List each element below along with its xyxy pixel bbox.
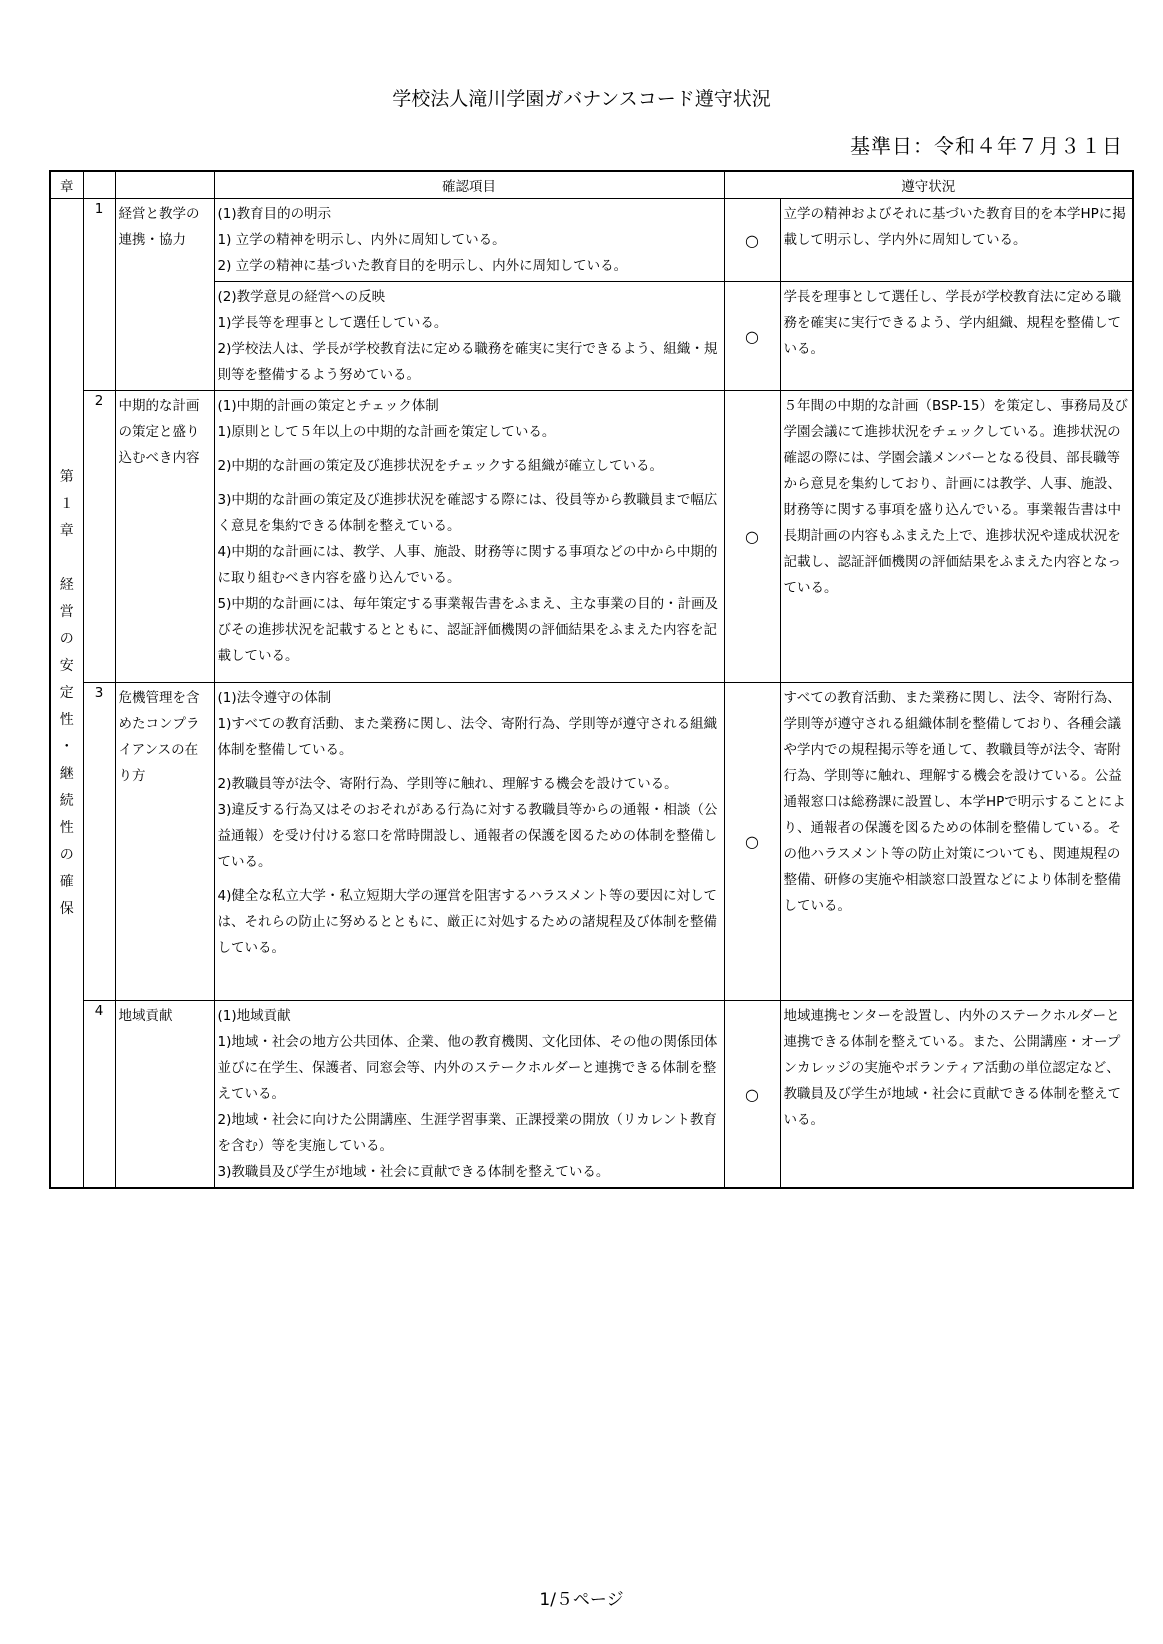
- check-item: 2) 立学の精神に基づいた教育目的を明示し、内外に周知している。: [217, 258, 628, 274]
- header-status: 遵守状況: [724, 171, 1133, 199]
- check-item: 3)違反する行為又はそのおそれがある行為に対する教職員等からの通報・相談（公益通報）を受け付ける窓口を常時開設し、通報者の保護を図るための体制を整備している。: [217, 802, 718, 870]
- block-heading: (1)教育目的の明示: [217, 206, 332, 222]
- check-item: 4)健全な私立大学・私立短期大学の運営を阻害するハラスメント等の要因に対しては、それらの防止に努めるとともに、厳正に対処するための諸規程及び体制を整備している。: [217, 888, 717, 956]
- check-items: [214, 683, 724, 1001]
- check-item: 1) 立学の精神を明示し、内外に周知している。: [217, 232, 506, 248]
- section-number: 3: [83, 683, 115, 1001]
- chapter-char: 性: [59, 711, 74, 728]
- compliance-mark: ○: [724, 199, 780, 282]
- check-item: 1)地域・社会の地方公共団体、企業、他の教育機関、文化団体、その他の関係団体並びに在学生、保護者、同窓会等、内外のステークホルダーと連携できる体制を整えている。: [217, 1034, 718, 1102]
- table-row: [50, 683, 1133, 1001]
- chapter-char: 保: [59, 900, 74, 917]
- check-item: 1)原則として５年以上の中期的な計画を策定している。: [217, 424, 556, 440]
- check-items: [214, 199, 724, 282]
- section-name: 危機管理を含めたコンプライアンスの在り方: [115, 683, 214, 1001]
- table-row: [50, 1001, 1133, 1189]
- block-heading: (1)中期的計画の策定とチェック体制: [217, 398, 439, 414]
- compliance-status: 立学の精神およびそれに基づいた教育目的を本学HPに掲載して明示し、学内外に周知している。: [780, 199, 1133, 282]
- chapter-label-text: [54, 464, 80, 923]
- check-items: [214, 391, 724, 683]
- chapter-char: １: [59, 495, 74, 512]
- check-item: 3)中期的な計画の策定及び進捗状況を確認する際には、役員等から教職員まで幅広く意見を集約できる体制を整えている。: [217, 492, 718, 534]
- check-item: 2)地域・社会に向けた公開講座、生涯学習事業、正課授業の開放（リカレント教育を含む）等を実施している。: [217, 1112, 717, 1154]
- compliance-mark: ○: [724, 1001, 780, 1189]
- check-item: 4)中期的な計画には、教学、人事、施設、財務等に関する事項などの中から中期的に取り組むべき内容を盛り込んでいる。: [217, 544, 718, 586]
- header-chapter: 章: [50, 171, 83, 199]
- section-name: 経営と教学の連携・協力: [115, 199, 214, 391]
- check-items: [214, 282, 724, 391]
- page-number: 1/５ページ: [539, 1590, 624, 1610]
- chapter-char: の: [59, 846, 74, 863]
- compliance-status: 地域連携センターを設置し、内外のステークホルダーと連携できる体制を整えている。また、公開講座・オープンカレッジの実施やボランティア活動の単位認定など、教職員及び学生が地域・社会に貢献できる体制を整えている。: [780, 1001, 1133, 1189]
- compliance-mark: ○: [724, 282, 780, 391]
- table-row: [50, 199, 1133, 282]
- chapter-char: 第: [59, 468, 74, 485]
- chapter-char: 営: [59, 603, 74, 620]
- block-heading: (1)地域貢献: [217, 1008, 291, 1024]
- section-number: 4: [83, 1001, 115, 1189]
- block-heading: (2)教学意見の経営への反映: [217, 289, 386, 305]
- check-item: 5)中期的な計画には、毎年策定する事業報告書をふまえ、主な事業の目的・計画及びその進捗状況を記載するとともに、認証評価機関の評価結果をふまえた内容を記載している。: [217, 596, 719, 664]
- chapter-char: [54, 545, 80, 572]
- chapter-char: の: [59, 630, 74, 647]
- header-num: [83, 171, 115, 199]
- chapter-char: 性: [59, 819, 74, 836]
- header-section: [115, 171, 214, 199]
- check-item: 3)教職員及び学生が地域・社会に貢献できる体制を整えている。: [217, 1164, 610, 1180]
- section-name: 中期的な計画の策定と盛り込むべき内容: [115, 391, 214, 683]
- check-item: 2)中期的な計画の策定及び進捗状況をチェックする組織が確立している。: [217, 458, 663, 474]
- header-items: 確認項目: [214, 171, 724, 199]
- section-number: 2: [83, 391, 115, 683]
- section-number: 1: [83, 199, 115, 391]
- check-item: 1)学長等を理事として選任している。: [217, 315, 448, 331]
- check-items: [214, 1001, 724, 1189]
- reference-date: 基準日：令和４年７月３１日: [850, 134, 1123, 158]
- compliance-status: ５年間の中期的な計画（BSP-15）を策定し、事務局及び学園会議にて進捗状況をチェックしている。進捗状況の確認の際には、学園会議メンバーとなる役員、部長職等から意見を集約しており、計画には教学、人事、施設、財務等に関する事項を盛り込んでいる。事業報告書は中長期計画の内容もふまえた上で、進捗状況や達成状況を記載し、認証評価機関の評価結果をふまえた内容となっている。: [780, 391, 1133, 683]
- document-title: 学校法人滝川学園ガバナンスコード遵守状況: [392, 88, 771, 110]
- chapter-char: 続: [59, 792, 74, 809]
- chapter-char: 経: [59, 576, 74, 593]
- chapter-char: 章: [59, 522, 74, 539]
- chapter-char: ・: [59, 738, 74, 755]
- chapter-char: 継: [59, 765, 74, 782]
- block-heading: (1)法令遵守の体制: [217, 690, 332, 706]
- table-header-row: [50, 171, 1133, 199]
- governance-table: [49, 170, 1134, 1189]
- check-item: 2)教職員等が法令、寄附行為、学則等に触れ、理解する機会を設けている。: [217, 776, 678, 792]
- chapter-char: 確: [59, 873, 74, 890]
- table-row: [50, 391, 1133, 683]
- compliance-status: すべての教育活動、また業務に関し、法令、寄附行為、学則等が遵守される組織体制を整備しており、各種会議や学内での規程掲示等を通して、教職員等が法令、寄附行為、学則等に触れ、理解する機会を設けている。公益通報窓口は総務課に設置し、本学HPで明示することにより、通報者の保護を図るための体制を整備している。その他ハラスメント等の防止対策についても、関連規程の整備、研修の実施や相談窓口設置などにより体制を整備している。: [780, 683, 1133, 1001]
- chapter-char: 安: [59, 657, 74, 674]
- section-name: 地域貢献: [115, 1001, 214, 1189]
- compliance-mark: ○: [724, 391, 780, 683]
- check-item: 2)学校法人は、学長が学校教育法に定める職務を確実に実行できるよう、組織・規則等を整備するよう努めている。: [217, 341, 718, 383]
- compliance-status: 学長を理事として選任し、学長が学校教育法に定める職務を確実に実行できるよう、学内組織、規程を整備している。: [780, 282, 1133, 391]
- check-item: 1)すべての教育活動、また業務に関し、法令、寄附行為、学則等が遵守される組織体制を整備している。: [217, 716, 718, 758]
- chapter-char: 定: [59, 684, 74, 701]
- chapter-label: [50, 199, 83, 1189]
- compliance-mark: ○: [724, 683, 780, 1001]
